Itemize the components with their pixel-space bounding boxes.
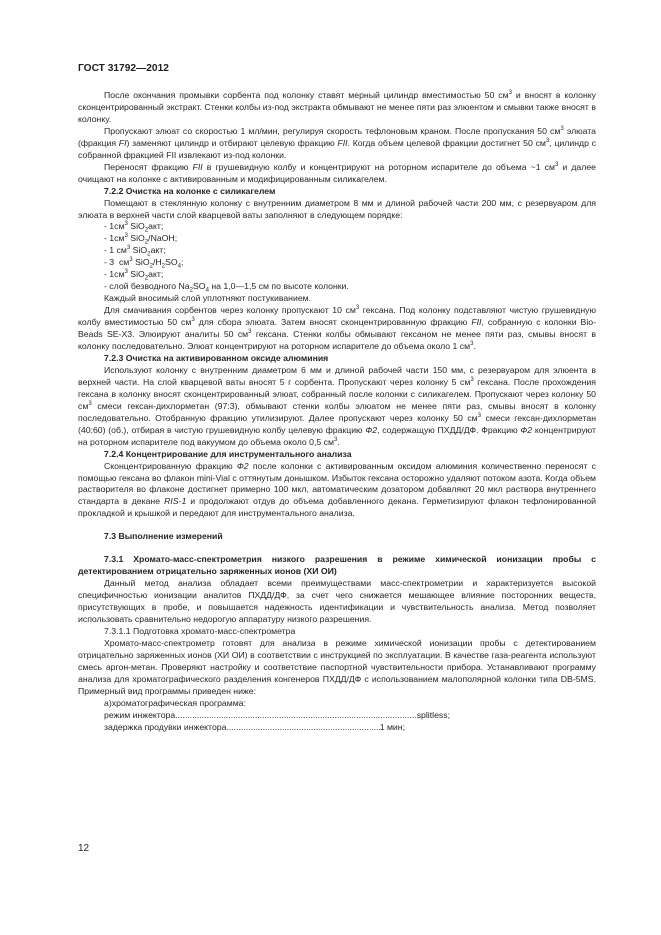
section-heading: 7.3.1 Хромато-масс-спектрометрия низкого разрешения в режиме химической ионизации пробы с детектированием отрицательно заряженных ионов (ХИ ОИ) xyxy=(78,554,596,577)
paragraph: 7.3.1.1 Подготовка хромато-масс-спектрометра xyxy=(104,625,296,636)
program-rows xyxy=(78,710,596,734)
list-item: - $1см^3$ SiO$_2$акт; xyxy=(104,268,164,283)
program-row-label: режим инжектора xyxy=(104,709,176,720)
program-row-injector-mode xyxy=(104,710,450,722)
program-row-purge-delay xyxy=(104,722,405,734)
document-header: ГОСТ 31792—2012 xyxy=(78,63,169,74)
list-item: - слой безводного $Na_2SO_4$ на 1,0—1,5 см по высоте колонки. xyxy=(104,281,349,294)
paragraph: Хромато-масс-спектрометр готовят для анализа в режиме химической ионизации пробы с детектированием отрицательно заряженных ионов (ХИ ОИ) в соответствии с инструкцией по эксплуатации. В качестве газа-реагента используют смесь аргон-метан. Проверяют настройку и соответствие паспортной чувствительности прибора. Устанавливают программу анализа для хроматографического разделения конгенеров ПХДД/ДФ с использованием малополярной колонки типа DB-5MS. Примерный вид программы приведен ниже: xyxy=(78,637,596,696)
section-heading: 7.3 Выполнение измерений xyxy=(104,531,223,542)
paragraph: Пропускают элюат со скоростью 1 мл/мин, регулируя скорость тефлоновым краном. После пропускания 50 $см^3$ элюата (фракция FI) заменяют цилиндр и отбирают целевую фракцию FII. Когда объем целевой фракции достигнет 50 $см^3$, цилиндр с собранной фракцией FII извлекают из-под колонки. xyxy=(78,124,597,160)
list-item: - 3 $см^3$ $SiO_2/H_2SO_4$; xyxy=(104,256,184,271)
paragraph: Для смачивания сорбентов через колонку пропускают 10 $см^3$ гексана. Под колонку подставляют чистую грушевидную колбу вместимостью 50 $см^3$ для сбора элюата. Затем вносят сконцентрированную фракцию FII, собранную с колонки Bio-Beads SE-X3. Элюируют аналиты 50 $см^3$ гексана. Стенки колбы обмывают гексаном не менее пяти раз, смывы вносят в колонку последовательно. Элюат концентрируют на роторном испарителе до объема около 1 $см^3$. xyxy=(78,304,597,352)
program-row-value: 1 мин; xyxy=(379,721,405,732)
section-heading: 7.2.4 Концентрирование для инструментального анализа xyxy=(104,448,352,459)
list-item: а)хроматографическая программа: xyxy=(104,697,246,708)
main-text xyxy=(78,90,596,734)
paragraph: Переносят фракцию FII в грушевидную колбу и концентрируют на роторном испарителе до объема ~1 $см^3$ и далее очищают на колонке с активированным и модифицированным силикагелем. xyxy=(78,160,596,184)
program-row-label: задержка продувки инжектора xyxy=(104,721,227,732)
paragraph: Используют колонку с внутренним диаметром 6 мм и длиной рабочей части 150 мм, с резервуаром для элюента в верхней части. На слой кварцевой ваты вносят 5 г сорбента. Пропускают через колонку 5 $см^3$ гексана. После прохождения гексана в колонку вносят сконцентрированный элюат, собранный после колонки с силикагелем. Пропускают через колонку 50 $см^3$ смеси гексан-дихлорметан (97:3), обмывают стенки колбы элюатом не менее пяти раз, смывы вносят в колонку последовательно. Отобранную фракцию утилизируют. Далее пропускают через колонку 50 $см^3$ смеси гексан-дихлорметан (40:60) (об.), отбирая в чистую грушевидную колбу целевую фракцию Ф2, содержащую ПХДД/ДФ. Фракцию Ф2 концентрируют на роторном испарителе под вакуумом до объема около 0,5 $см^3$. xyxy=(78,364,596,447)
paragraph: Помещают в стеклянную колонку с внутренним диаметром 8 мм и длиной рабочей части 200 мм, с резервуаром для элюата в верхней части слой кварцевой ваты заполняют в следующем порядке: xyxy=(78,197,596,220)
leader-dots xyxy=(226,722,379,734)
program-row-value: splitless; xyxy=(416,709,450,720)
list-item: - $1см^3$ SiO$_2$акт; xyxy=(104,220,164,235)
list-item: - 1 $см^3$ SiO$_2$акт; xyxy=(104,244,166,259)
paragraph: Каждый вносимый слой уплотняют постукиванием. xyxy=(104,293,312,304)
paragraph: После окончания промывки сорбента под колонку ставят мерный цилиндр вместимостью 50 $см^3$ и вносят в колонку сконцентрированный экстракт. Стенки колбы из-под экстракта обмывают не менее пяти раз элюентом и смывки также вносят в колонку. xyxy=(78,89,596,124)
page-number: 12 xyxy=(78,843,90,854)
section-heading: 7.2.2 Очистка на колонке с силикагелем xyxy=(104,185,276,196)
leader-dots xyxy=(175,710,417,722)
paragraph: Данный метод анализа обладает всеми преимуществами масс-спектрометрии и характеризуется высокой специфичностью ионизации аналитов ПХДД/ДФ, за счет чего снижается мешающее влияние посторонних веществ, присутствующих в пробе, и повышается надежность идентификации и чувствительность анализа. Метод позволяет использовать сравнительно недорогую аппаратуру низкого разрешения. xyxy=(78,578,596,625)
paragraphs xyxy=(78,90,596,710)
list-item: - $1см^3$ SiO$_2$/NaOH; xyxy=(104,232,178,247)
paragraph: Сконцентрированную фракцию Ф2 после колонки с активированным оксидом алюминия количественно переносят с помощью гексана во флакон mini-Vial с оттянутым донышком. Избыток гексана осторожно удаляют потоком азота. Когда объем растворителя во флаконе достигнет примерно 100 мкл, автоматическим дозатором добавляют 20 мкл раствора внутреннего стандарта в декане RIS-1 и продолжают отдув до объема добавленного декана. Герметизируют флакон тефлонированной прокладкой и крышкой и передают для инструментального анализа. xyxy=(78,460,596,519)
section-heading: 7.2.3 Очистка на активированном оксиде алюминия xyxy=(104,352,329,363)
